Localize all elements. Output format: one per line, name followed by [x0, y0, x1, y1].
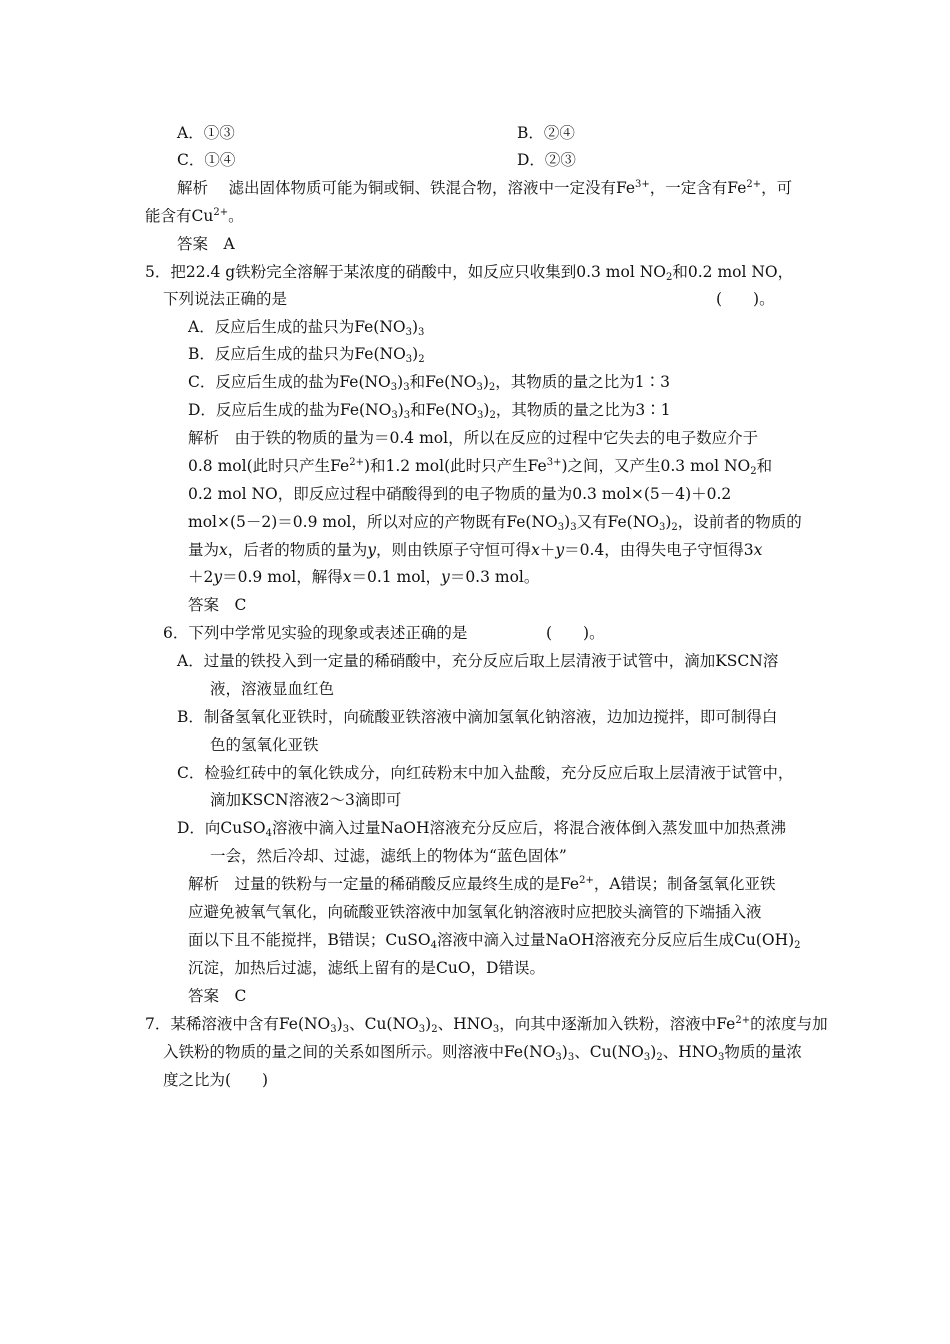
text: ＋2 [188, 568, 214, 586]
q7-stem-line-3: 度之比为( ) [163, 1071, 269, 1089]
subscript: 4 [430, 940, 437, 951]
variable: y [555, 541, 565, 559]
text: ，A错误；制备氢氧化亚铁 [593, 875, 776, 893]
text: ) [650, 1043, 657, 1061]
subscript: 2 [794, 940, 801, 951]
subscript: 3 [658, 522, 666, 533]
subscript: 2 [489, 410, 496, 421]
q4-option-c: C．①④ [177, 151, 236, 169]
variable: x [753, 541, 763, 559]
text: ) [397, 401, 404, 419]
charge: 2+ [579, 875, 594, 886]
q6-option-c-line-1: C．检验红砖中的氧化铁成分，向红砖粉末中加入盐酸，充分反应后取上层清液于试管中， [177, 764, 794, 782]
subscript: 3 [476, 382, 483, 393]
q5-stem-line-1 [145, 262, 793, 282]
text: 物质的量浓 [724, 1043, 802, 1061]
text: 和Fe(NO [409, 373, 477, 391]
text: 溶液中滴入过量NaOH溶液充分反应后，将混合液体倒入蒸发皿中加热煮沸 [271, 819, 787, 837]
q6-option-c-line-2: 滴加KSCN溶液2～3滴即可 [210, 791, 402, 809]
text: mol×(5－2)＝0.9 mol，所以对应的产物既有Fe(NO [188, 513, 558, 531]
text: ，后者的物质的量为 [227, 541, 368, 559]
text: ) [411, 318, 419, 336]
q7-stem-line-1 [145, 1014, 828, 1034]
subscript: 2 [431, 1024, 438, 1035]
q6-option-d-line-1 [177, 818, 786, 838]
text: 7．某稀溶液中含有Fe(NO [145, 1015, 331, 1033]
text: B．反应后生成的盐只为Fe(NO [188, 345, 406, 363]
q4-answer: 答案 A [177, 235, 235, 253]
text: 入铁粉的物质的量之间的关系如图所示。则溶液中Fe(NO [163, 1043, 556, 1061]
text: ，设前者的物质的 [677, 513, 802, 531]
text: 和0.2 mol NO， [672, 263, 794, 281]
q7-stem-line-2 [163, 1042, 802, 1062]
text: ) [482, 373, 489, 391]
q4-analysis-line-2 [145, 206, 244, 226]
text: ＝0.4，由得失电子守恒得3 [564, 541, 754, 559]
text: ，则由铁原子守恒可得 [376, 541, 532, 559]
q6-stem: 6．下列中学常见实验的现象或表述正确的是 [163, 624, 468, 642]
subscript: 3 [403, 382, 410, 393]
text: D．反应后生成的盐为Fe(NO [188, 401, 392, 419]
q6-answer: 答案 C [188, 987, 247, 1005]
text: ＋ [539, 541, 556, 559]
q6-analysis-line-3 [188, 930, 801, 950]
charge: 3+ [546, 457, 562, 468]
text: ，其物质的量之比为3∶1 [495, 401, 671, 419]
text: D．向CuSO [177, 819, 266, 837]
text: ) [483, 401, 490, 419]
variable: y [213, 568, 223, 586]
q5-option-a [188, 317, 424, 337]
subscript: 3 [718, 1052, 725, 1063]
q4-option-d: D．②③ [517, 151, 576, 169]
text: 和Fe(NO [410, 401, 478, 419]
text: 、Cu(NO [574, 1043, 644, 1061]
text: ) [336, 1015, 343, 1033]
text: 解析 过量的铁粉与一定量的稀硝酸反应最终生成的是Fe [188, 875, 580, 893]
charge: 2+ [735, 1015, 751, 1026]
q6-answer-bracket: ( )。 [546, 624, 605, 642]
q5-option-b [188, 344, 425, 364]
q6-option-a-line-2: 液，溶液显血红色 [210, 680, 335, 698]
q6-analysis-line-1 [188, 874, 776, 894]
text: ) [561, 1043, 568, 1061]
text: 的浓度与加 [750, 1015, 828, 1033]
text: C．反应后生成的盐为Fe(NO [188, 373, 391, 391]
q5-option-d [188, 400, 671, 420]
text: 。 [228, 207, 244, 225]
subscript: 2 [418, 354, 425, 365]
q6-option-b-line-1: B．制备氢氧化亚铁时，向硫酸亚铁溶液中滴加氢氧化钠溶液，边加边搅拌，即可制得白 [177, 708, 778, 726]
text: )和1.2 mol(此时只产生Fe [363, 457, 547, 475]
text: ，一定含有Fe [649, 179, 747, 197]
text: 、HNO [437, 1015, 493, 1033]
text: ) [397, 373, 404, 391]
q5-stem-line-2: 下列说法正确的是 [163, 290, 288, 308]
subscript: 3 [390, 382, 398, 393]
text: 面以下且不能搅拌，B错误；CuSO [188, 931, 431, 949]
q6-option-b-line-2: 色的氢氧化亚铁 [210, 736, 319, 754]
text: ) [425, 1015, 432, 1033]
q5-option-c [188, 372, 670, 392]
variable: y [441, 568, 450, 586]
subscript: 3 [330, 1024, 337, 1035]
q5-analysis-line-1: 解析 由于铁的物质的量为＝0.4 mol，所以在反应的过程中它失去的电子数应介于 [188, 429, 759, 447]
text: A．反应后生成的盐只为Fe(NO [188, 318, 406, 336]
subscript: 3 [405, 354, 413, 365]
text: ，可 [761, 179, 793, 197]
q4-option-b: B．②④ [517, 124, 575, 142]
subscript: 2 [488, 382, 496, 393]
subscript: 3 [567, 1052, 575, 1063]
charge: 2+ [213, 207, 229, 218]
text: 、HNO [662, 1043, 718, 1061]
charge: 2+ [746, 179, 762, 190]
charge: 2+ [349, 457, 364, 468]
q5-answer-bracket: ( )。 [716, 290, 775, 308]
subscript: 3 [403, 410, 411, 421]
text: 溶液中滴入过量NaOH溶液充分反应后生成Cu(OH) [436, 931, 795, 949]
q5-analysis-line-2 [188, 456, 772, 476]
q4-analysis-line-1 [177, 178, 792, 198]
variable: x [342, 568, 352, 586]
q6-analysis-line-4: 沉淀，加热后过滤，滤纸上留有的是CuO，D错误。 [188, 959, 545, 977]
text: ＝0.3 mol。 [449, 568, 540, 586]
text: 和 [756, 457, 773, 475]
q6-option-a-line-1: A．过量的铁投入到一定量的稀硝酸中，充分反应后取上层清液于试管中，滴加KSCN溶 [177, 652, 779, 670]
text: ) [412, 345, 419, 363]
q5-analysis-line-4 [188, 512, 802, 532]
q4-option-a: A．①③ [177, 124, 235, 142]
subscript: 3 [342, 1024, 350, 1035]
subscript: 4 [265, 828, 272, 839]
q6-option-d-line-2: 一会，然后冷却、过滤，滤纸上的物体为“蓝色固体” [210, 847, 567, 865]
text: ，其物质的量之比为1∶3 [495, 373, 671, 391]
subscript: 3 [570, 522, 577, 533]
text: )之间，又产生0.3 mol NO [561, 457, 751, 475]
text: ) [564, 513, 571, 531]
text: 能含有Cu [145, 207, 214, 225]
q5-answer: 答案 C [188, 596, 247, 614]
subscript: 3 [643, 1052, 651, 1063]
variable: x [219, 541, 228, 559]
subscript: 3 [492, 1024, 500, 1035]
subscript: 2 [656, 1052, 663, 1063]
variable: y [367, 541, 377, 559]
subscript: 2 [750, 466, 757, 477]
charge: 3+ [635, 179, 650, 190]
text: ，向其中逐渐加入铁粉，溶液中Fe [499, 1015, 736, 1033]
subscript: 2 [671, 522, 678, 533]
analysis-label: 解析 [177, 179, 209, 197]
subscript: 3 [418, 1024, 426, 1035]
q5-analysis-line-6 [188, 567, 539, 587]
text: ＝0.9 mol，解得 [222, 568, 343, 586]
subscript: 3 [405, 327, 412, 338]
subscript: 3 [555, 1052, 562, 1063]
text: 0.8 mol(此时只产生Fe [188, 457, 350, 475]
subscript: 3 [557, 522, 565, 533]
subscript: 2 [666, 272, 673, 283]
q6-analysis-line-2: 应避免被氧气氧化，向硫酸亚铁溶液中加氢氧化钠溶液时应把胶头滴管的下端插入液 [188, 903, 762, 921]
subscript: 3 [418, 327, 425, 338]
text: ＝0.1 mol， [351, 568, 442, 586]
variable: x [531, 541, 540, 559]
text: 5．把22.4 g铁粉完全溶解于某浓度的硝酸中，如反应只收集到0.3 mol NO [145, 263, 666, 281]
q5-analysis-line-5 [188, 540, 762, 560]
text: ) [665, 513, 672, 531]
subscript: 3 [391, 410, 398, 421]
q5-analysis-line-3: 0.2 mol NO，即反应过程中硝酸得到的电子物质的量为0.3 mol×(5－4)＋0.2 [188, 485, 732, 503]
text: 又有Fe(NO [576, 513, 659, 531]
text: 、Cu(NO [349, 1015, 419, 1033]
text: 量为 [188, 541, 220, 559]
subscript: 3 [477, 410, 484, 421]
text: 滤出固体物质可能为铜或铜、铁混合物，溶液中一定没有Fe [228, 179, 636, 197]
